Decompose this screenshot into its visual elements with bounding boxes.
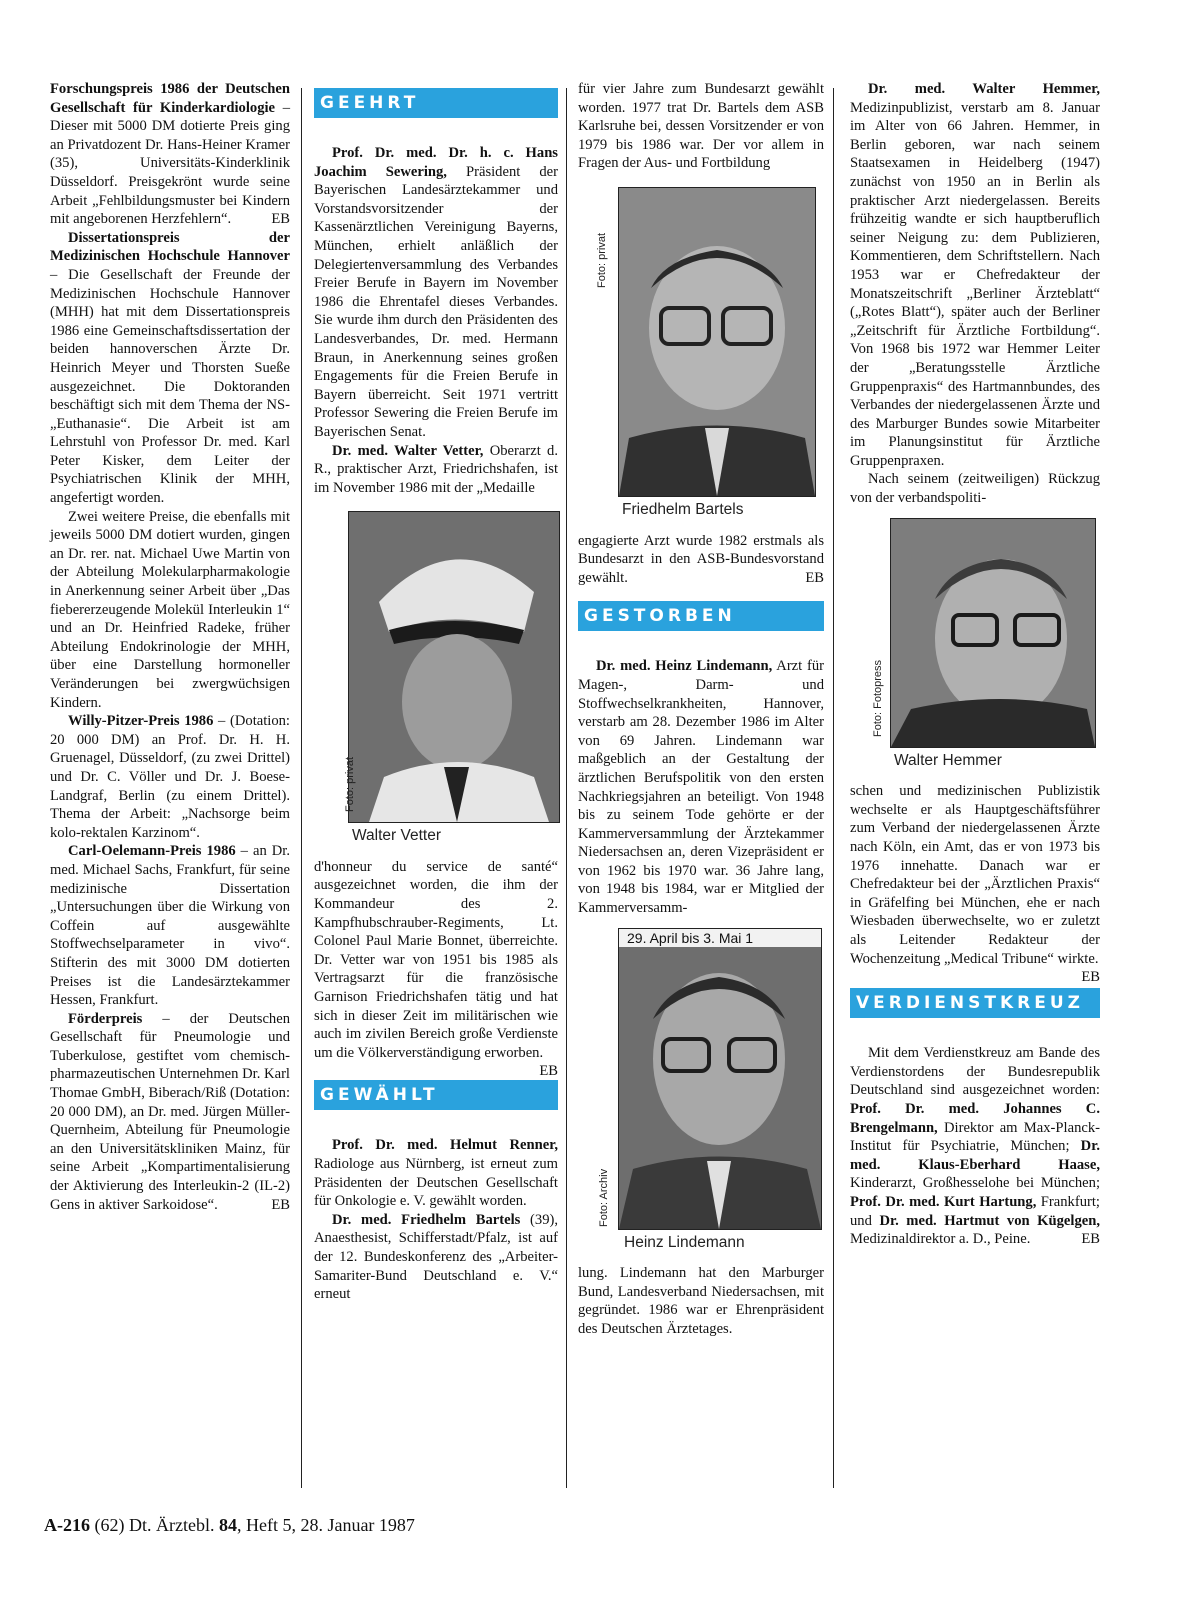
- photo-credit: Foto: privat: [344, 757, 356, 813]
- author-initials: EB: [271, 211, 290, 228]
- article-bartels: Dr. med. Friedhelm Bartels (39), Anaesthesist, Schifferstadt/Pfalz, ist auf der 12. Bundeskonferenz des „Arbeiter-Samariter-Bund Deutschland e. V.“ erneut: [314, 1211, 558, 1303]
- section-banner-gestorben: GESTORBEN: [578, 601, 824, 631]
- photo-credit: Foto: privat: [596, 232, 608, 288]
- photo-credit: Foto: Fotopress: [872, 659, 884, 737]
- volume-number: 84: [218, 1515, 237, 1535]
- article-bartels-continued: für vier Jahre zum Bundesarzt gewählt worden. 1977 trat Dr. Bartels dem ASB Karlsruhe bei, dessen Vorsitzender er von 1979 bis 1986 war. Der vor allem in Fragen der Aus- und Fortbildung: [578, 81, 824, 172]
- portrait-photo-heinz-lindemann: [598, 928, 822, 1230]
- section-banner-geehrt: GEEHRT: [314, 88, 558, 118]
- portrait-image: [619, 188, 815, 496]
- article-bartels-end: engagierte Arzt wurde 1982 erstmals als Bundesarzt in den ASB-Bundesvorstand gewählt. EB: [578, 532, 824, 586]
- portrait-image: [619, 929, 821, 1229]
- portrait-image: [891, 519, 1095, 747]
- article-carl-oelemann-preis: Carl-Oelemann-Preis 1986 – an Dr. med. Michael Sachs, Frankfurt, für seine medizinische Dissertation „Untersuchungen über die Wirkung von Coffein auf ausgewählte Stoffwechselparameter in vivo“. Stifterin des mit 3000 DM dotierten Preises ist die Landesärztekammer Hessen, Frankfurt.: [50, 843, 290, 1009]
- photo-caption: Walter Hemmer: [894, 751, 1002, 769]
- photo-caption: Walter Vetter: [352, 827, 442, 845]
- photo-caption: Heinz Lindemann: [624, 1233, 745, 1251]
- page-footer: A-216 (62) Dt. Ärztebl. 84, Heft 5, 28. Januar 1987: [44, 1515, 415, 1535]
- column-rule-1: [301, 88, 302, 1488]
- article-dissertationspreis: Dissertationspreis der Medizinischen Hochschule Hannover – Die Gesellschaft der Freunde der Medizinischen Hochschule Hannover (MHH) hat mit dem Dissertationspreis 1986 eine Gemeinschaftsdissertation der beiden hannoverschen Ärzte Dr. Heinrich Meyer und Thorsten Sueße ausgezeichnet. Die Doktoranden beschäftigt sich mit dem Thema der NS-„Euthanasie“. Die Arbeit ist am Lehrstuhl von Professor Dr. med. Karl Peter Kisker, dem Leiter der Psychiatrischen Klinik der MHH, angefertigt worden.: [50, 229, 290, 507]
- portrait-photo-friedhelm-bartels: [596, 187, 816, 497]
- article-willy-pitzer-preis: Willy-Pitzer-Preis 1986 – (Dotation: 20 000 DM) an Prof. Dr. H. H. Gruenagel, Düsseldorf, (zu zwei Drittel) und Dr. C. Völler und Dr. J. Boese-Landgraf, Berlin (zu einem Drittel). Thema der Arbeit: „Nachsorge beim kolo-rektalen Karzinom“.: [50, 713, 290, 841]
- author-initials: EB: [271, 1196, 290, 1213]
- portrait-photo-walter-vetter: [344, 511, 560, 823]
- column-rule-3: [833, 88, 834, 1488]
- article-renner: Prof. Dr. med. Helmut Renner, Radiologe aus Nürnberg, ist erneut zum Präsidenten der Deutschen Gesellschaft für Onkologie e. V. gewählt worden.: [314, 1137, 558, 1210]
- article-lindemann: Dr. med. Heinz Lindemann, Arzt für Magen-, Darm- und Stoffwechselkrankheiten, Hannover, verstarb am 28. Dezember 1986 im Alter von 69 Jahren. Lindemann war maßgeblich an der Gestaltung der ärztlichen Berufspolitik von den ersten Nachkriegsjahren an beteiligt. Von 1948 bis zu seinem Tode gehörte er der Kammerversammlung der Ärztekammer Niedersachsen an, deren Vizepräsident er von 1962 bis 1970 war. 36 Jahre lang, von 1948 bis 1984, war er Mitglied der Kammerversamm-: [578, 658, 824, 917]
- section-banner-verdienstkreuz: VERDIENSTKREUZ: [850, 988, 1100, 1018]
- article-vetter: Dr. med. Walter Vetter, Oberarzt d. R., praktischer Arzt, Friedrichshafen, ist im November 1986 mit der „Medaille: [314, 442, 558, 496]
- article-vetter-continued: d'honneur du service de santé“ ausgezeichnet worden, die ihm der Kommandeur des 2. Kampfhubschrauber-Regiments, Lt. Colonel Paul Marie Bonnet, überreichte. Dr. Vetter war von 1951 bis 1985 als Vertragsarzt für die französische Garnison Friedrichshafen tätig und hat sich in dieser Zeit im militärischen wie auch im zivilen Bereich große Verdienste um die Völkerverständigung erworben. EB: [314, 858, 558, 1080]
- article-verdienstkreuz: Mit dem Verdienstkreuz am Bande des Verdienstordens der Bundesrepublik Deutschland sind ausgezeichnet worden: Prof. Dr. med. Johannes C. Brengelmann, Direktor am Max-Planck-Institut für Psychiatrie, München; Dr. med. Klaus-Eberhard Haase, Kinderarzt, Großhesselohe bei München; Prof. Dr. med. Kurt Hartung, Frankfurt; und Dr. med. Hartmut von Kügelgen, Medizinaldirektor a. D., Peine. EB: [850, 1045, 1100, 1248]
- article-forschungspreis: Forschungspreis 1986 der Deutschen Gesellschaft für Kinderkardiologie – Dieser mit 5000 DM dotierte Preis ging an Privatdozent Dr. Hans-Heiner Kramer (35), Universitäts-Kinderklinik Düsseldorf. Preisgekrönt wurde seine Arbeit „Fehlbildungsmuster bei Kindern mit angeborenen Herzfehlern“. EB: [50, 81, 290, 228]
- article-lindemann-continued: lung. Lindemann hat den Marburger Bund, Landesverband Niedersachsen, mit gegründet. 1986 war er Ehrenpräsident des Deutschen Ärztetages.: [578, 1265, 824, 1338]
- article-hemmer-rueckzug: Nach seinem (zeitweiligen) Rückzug von der verbandspoliti-: [850, 471, 1100, 507]
- author-initials: EB: [1081, 969, 1100, 986]
- article-hemmer: Dr. med. Walter Hemmer, Medizinpublizist, verstarb am 8. Januar im Alter von 66 Jahren. Hemmer, in Berlin geboren, war nach seinem Staatsexamen in Heidelberg (1947) zunächst von 1950 an in Berlin als praktischer Arzt niedergelassen. Bereits frühzeitig wandte er sich hauptberuflich seiner Neigung zu: dem Publizieren, Kommentieren, dem Schriftstellern. Nach 1953 war er Chefredakteur der Monatszeitschrift „Berliner Ärzteblatt“ („Rotes Blatt“), später auch der Berliner „Zeitschrift für Ärztliche Fortbildung“. Von 1968 bis 1972 war Hemmer Leiter der „Beratungsstelle Ärztliche Gruppenpraxis“ des Hartmannbundes, des Verbandes der niedergelassenen Ärzte und des Marburger Bundes sowie Mitarbeiter im Planungsinstitut für Ärztliche Gruppenpraxen.: [850, 81, 1100, 469]
- portrait-photo-walter-hemmer: [872, 518, 1096, 748]
- page-number: A-216: [44, 1515, 90, 1535]
- section-banner-gewaehlt: GEWÄHLT: [314, 1080, 558, 1110]
- author-initials: EB: [539, 1063, 558, 1080]
- article-foerderpreis: Förderpreis – der Deutschen Gesellschaft für Pneumologie und Tuberkulose, gestiftet vom chemisch-pharmazeutischen Unternehmen Dr. Karl Thomae GmbH, Biberach/Riß (Dotation: 20 000 DM), an Dr. med. Jürgen Müller-Quernheim, Abteilung für Pneumologie an den Universitätskliniken Mainz, für seine Arbeit „Kompartimentalisierung der Aktivierung des Interleukin-2 (IL-2) Gens in aktiver Sarkoidose“. EB: [50, 1010, 290, 1213]
- column-3: [578, 80, 824, 1339]
- article-sewering: Prof. Dr. med. Dr. h. c. Hans Joachim Sewering, Präsident der Bayerischen Landesärztekammer und Vorstandsvorsitzender der Kassenärztlichen Vereinigung Bayerns, München, erhielt anläßlich der Delegiertenversammlung des Verbandes Freier Berufe in Bayern im November 1986 die Ehrentafel dieses Verbandes. Sie wurde ihm durch den Präsidenten des Landesverbandes, Dr. med. Hermann Braun, in Anerkennung seines großen Engagements für die Freien Berufe in Bayern überreicht. Seit 1971 vertritt Professor Sewering die Freien Berufe im Bayerischen Senat.: [314, 145, 558, 440]
- portrait-image: [349, 512, 559, 822]
- column-4: [850, 80, 1100, 1249]
- photo-caption: Friedhelm Bartels: [622, 500, 744, 518]
- photo-credit: Foto: Archiv: [598, 1168, 610, 1227]
- author-initials: EB: [1081, 1231, 1100, 1248]
- article-hemmer-continued: schen und medizinischen Publizistik wechselte er als Hauptgeschäftsführer zum Verband der niedergelassenen Ärzte nach Köln, ein Amt, das er von 1973 bis 1976 innehatte. Danach war er Chefredakteur bei der „Ärztlichen Praxis“ in Gräfelfing bei München, ehe er nach Wiesbaden überwechselte, wo er zuletzt als Leitender Redakteur der Wochenzeitung „Medical Tribune“ wirkte. EB: [850, 783, 1100, 986]
- column-2: [314, 88, 558, 1304]
- column-rule-2: [566, 88, 567, 1488]
- photo-banner-text: 29. April bis 3. Mai 1: [627, 929, 754, 946]
- column-1: [50, 80, 290, 1214]
- article-weitere-preise: Zwei weitere Preise, die ebenfalls mit jeweils 5000 DM dotiert wurden, gingen an Dr. rer. nat. Michael Uwe Martin von der Abteilung Molekularpharmakologie in Anerkennung seiner Arbeit über „Das fiebererzeugende Molekül Interleukin 1“ und an Dr. Heinfried Radeke, früher Abteilung Endokrinologie der MHH, über eine Darstellung hormoneller Veränderungen bei zwergwüchsigen Kindern.: [50, 508, 290, 711]
- author-initials: EB: [805, 569, 824, 586]
